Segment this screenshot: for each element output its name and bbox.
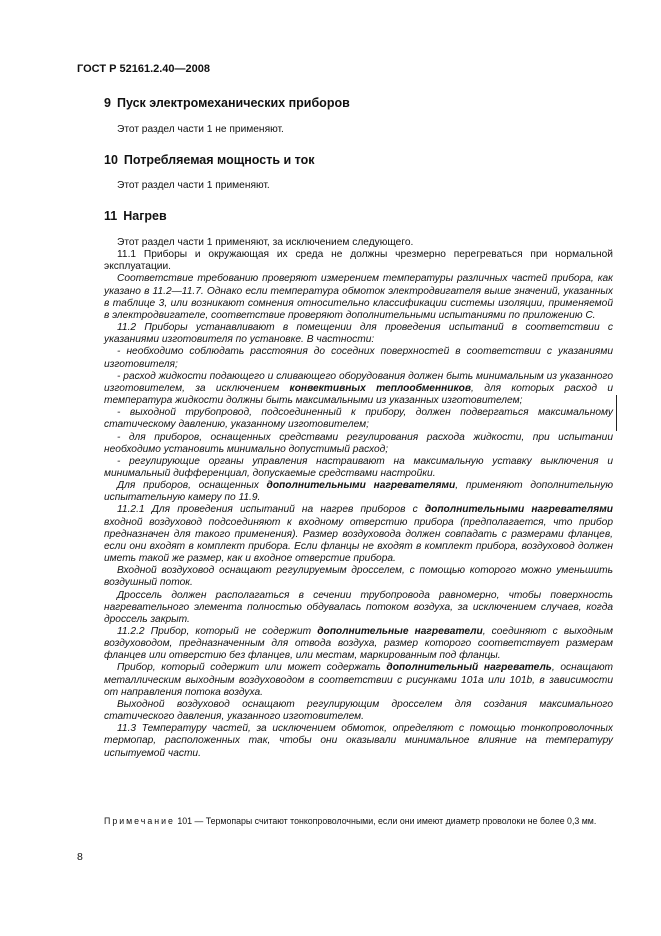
section-11-body [104,237,613,760]
section-11-heading [104,209,167,223]
bullet-5: - регулирующие органы управления настраивают на максимальную уставку выключения и минимальный дифференциал, допускаемые средствами настройки. [104,455,613,479]
bullet-1: - необходимо соблюдать расстояния до соседних поверхностей в соответствии с указаниями изготовителя; [104,346,613,370]
term-additional-heaters: дополнительными нагревателями [266,480,456,492]
note-label: Примечание [104,816,175,826]
section-9-heading [104,96,350,110]
section-9-text [104,124,613,136]
term-convective-exchangers: конвективных теплообменников [289,382,472,394]
section-number: 9 [104,96,111,110]
paragraph-11-1: 11.1 Приборы и окружающая их среда не должны чрезмерно перегреваться при нормальной эксплуатации. [104,249,613,273]
paragraph: Этот раздел части 1 применяют. [117,180,270,191]
term-additional-heater: дополнительный нагреватель [386,662,552,674]
paragraph-input-duct: Входной воздуховод оснащают регулируемым дросселем, с помощью которого можно уменьшить воздушный поток. [104,565,613,589]
paragraph-throttle: Дроссель должен располагаться в сечении трубопровода равномерно, чтобы поверхность нагревательного элемента полностью обдувалась потоком воздуха, за исключением случаев, когда дроссель закрыт. [104,589,613,625]
paragraph-11-1-test: Соответствие требованию проверяют измерением температуры различных частей прибора, как указано в 11.2—11.7. Однако если температура обмоток электродвигателя выше значений, указанных в таблице 3, или возникают сомнения относительно классификации системы изоляции, применяемой в электродвигателе, соответствие проверяют дополнительными испытаниями по приложению С. [104,273,613,321]
paragraph-additional-heaters: Для приборов, оснащенных дополнительными нагревателями, применяют дополнительную испытательную камеру по 11.9. [104,480,613,504]
standard-header: ГОСТ Р 52161.2.40—2008 [77,63,211,75]
section-10-heading [104,153,315,167]
note-paragraph [104,816,613,827]
paragraph-11-2: 11.2 Приборы устанавливают в помещении для проведения испытаний в соответствии с указаниями изготовителя по установке. В частности: [104,322,613,346]
paragraph-11-2-2: 11.2.2 Прибор, который не содержит дополнительные нагреватели, соединяют с выходным воздуховодом, предназначенным для отвода воздуха, размер которого соответствует размерам фланцев или отверстию без фланцев, или местам, маркированным под фланцы. [104,626,613,662]
section-title: Потребляемая мощность и ток [123,153,315,167]
section-number: 10 [104,153,118,167]
note [104,816,613,827]
page-number: 8 [77,851,83,863]
paragraph-11-2-1: 11.2.1 Для проведения испытаний на нагрев приборов с дополнительными нагревателями входной воздуховод подсоединяют к входному отверстию прибора (предполагается, что прибор предназначен для такого применения). Размер воздуховода должен совпадать с размерами фланцев, если они входят в комплект прибора. Если фланцы не входят в комплект прибора, воздуховод должен иметь такой же размер, как и входное отверстие прибора. [104,504,613,565]
paragraph: Этот раздел части 1 не применяют. [117,124,284,135]
bullet-4: - для приборов, оснащенных средствами регулирования расхода жидкости, при испытании необходимо установить минимально допустимый расход; [104,431,613,455]
term-additional-heaters: дополнительные нагреватели [317,626,483,637]
paragraph-intro: Этот раздел части 1 применяют, за исключением следующего. [117,237,414,248]
change-bar [616,395,617,431]
section-10-text [104,180,613,192]
section-title: Нагрев [123,209,167,223]
bullet-3: - выходной трубопровод, подсоединенный к прибору, должен подвергаться максимальному статическому давлению, указанному изготовителем; [104,407,613,431]
paragraph-output-duct: Выходной воздуховод оснащают регулирующим дросселем для создания максимального статического давления, указанного изготовителем. [104,698,613,723]
paragraph-device-heater: Прибор, который содержит или может содержать дополнительный нагреватель, оснащают металлическим выходным воздуховодом в соответствии с рисунками 101а или 101b, в зависимости от направления потока воздуха. [104,662,614,698]
bullet-2: - расход жидкости подающего и сливающего оборудования должен быть минимальным из указанного изготовителем, за исключением конвективных теплообменников, для которых расход и температура жидкости должны быть максимальными из указанных изготовителем; [104,370,613,407]
paragraph-11-3: 11.3 Температуру частей, за исключением обмоток, определяют с помощью тонкопроволочных термопар, расположенных так, чтобы они оказывали минимальное влияние на температуру испытуемой части. [104,723,613,759]
section-title: Пуск электромеханических приборов [116,96,350,110]
section-number: 11 [104,209,118,223]
term-additional-heaters: дополнительными нагревателями [424,504,613,516]
note-text: 101 — Термопары считают тонкопроволочными, если они имеют диаметр проволоки не более 0,3 мм. [174,816,597,826]
